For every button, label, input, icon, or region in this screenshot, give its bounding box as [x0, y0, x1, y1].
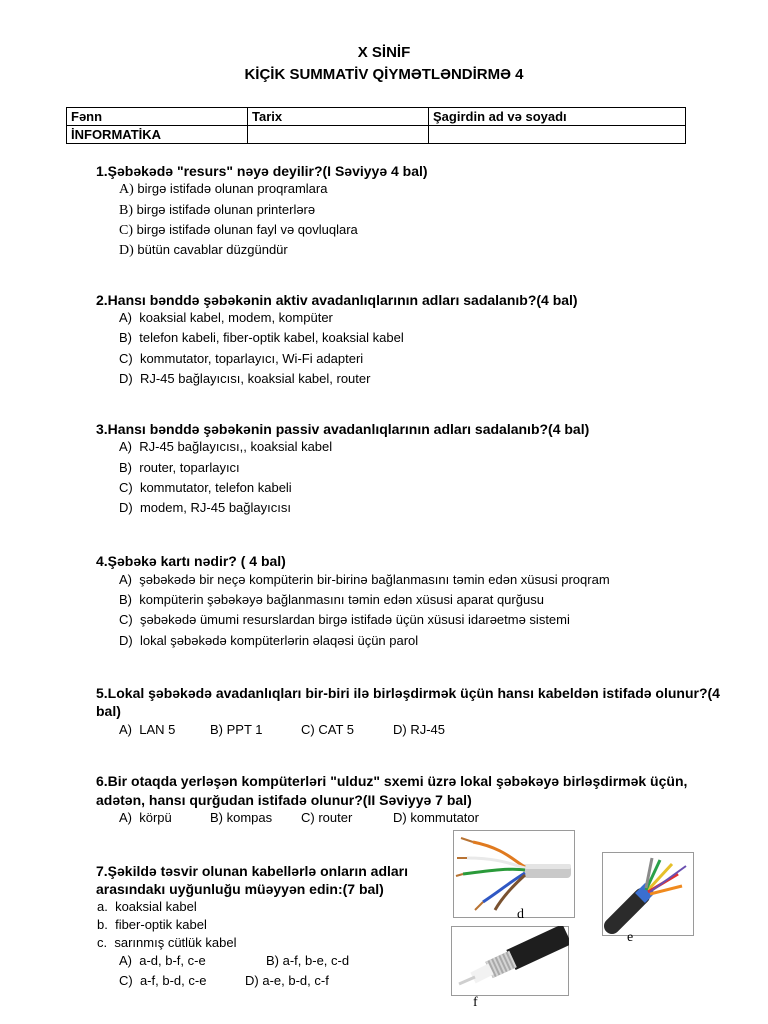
- q3-option-b[interactable]: B) router, toparlayıcı: [119, 460, 240, 475]
- q2-option-d[interactable]: D) RJ-45 bağlayıcısı, koaksial kabel, router: [119, 371, 371, 386]
- question-4: 4.Şəbəkə kartı nədir? ( 4 bal): [96, 553, 286, 569]
- fiber-optic-cable-image: [602, 852, 694, 936]
- q6-option-b[interactable]: B) kompas: [210, 810, 273, 825]
- q7-option-c[interactable]: C) a-f, b-d, c-e: [119, 973, 207, 988]
- q1-option-b[interactable]: B) birgə istifadə olunan printerlərə: [119, 202, 316, 218]
- question-5-line1: 5.Lokal şəbəkədə avadanlıqları bir-biri ilə birləşdirmək üçün hansı kabeldən istifadə olunur?(4: [96, 685, 720, 701]
- q4-option-a[interactable]: A) şəbəkədə bir neçə kompüterin bir-birinə bağlanmasını təmin edən xüsusi proqram: [119, 572, 610, 587]
- page-title-line2: KİÇİK SUMMATİV QİYMƏTLƏNDİRMƏ 4: [244, 66, 524, 83]
- q2-option-a[interactable]: A) koaksial kabel, modem, kompüter: [119, 310, 333, 325]
- question-7-line2: arasındakı uyğunluğu müəyyən edin:(7 bal): [96, 881, 384, 897]
- q4-option-d[interactable]: D) lokal şəbəkədə kompüterlərin əlaqəsi üçün parol: [119, 633, 419, 648]
- image-label-e: e: [627, 930, 634, 945]
- q7-item-a: a. koaksial kabel: [97, 899, 197, 914]
- info-table: [66, 107, 686, 144]
- subject-header: Fənn: [67, 108, 248, 126]
- q5-option-b[interactable]: B) PPT 1: [210, 722, 263, 737]
- q5-option-a[interactable]: A) LAN 5: [119, 722, 176, 737]
- q1-option-c[interactable]: C) birgə istifadə olunan fayl və qovluqlara: [119, 222, 358, 238]
- q7-option-b[interactable]: B) a-f, b-e, c-d: [266, 953, 350, 968]
- page-title-line1: X SİNİF: [357, 44, 411, 61]
- question-7-line1: 7.Şəkildə təsvir olunan kabellərlə onların adları: [96, 863, 409, 879]
- twisted-pair-cable-image: [453, 830, 575, 918]
- date-cell[interactable]: [248, 126, 429, 144]
- q1-option-d[interactable]: D) bütün cavablar düzgündür: [119, 242, 288, 258]
- student-name-cell[interactable]: [429, 126, 686, 144]
- q6-option-a[interactable]: A) körpü: [119, 810, 172, 825]
- image-label-f: f: [473, 995, 478, 1010]
- q1-option-a[interactable]: A) birgə istifadə olunan proqramlara: [119, 181, 328, 197]
- subject-value: İNFORMATİKA: [67, 126, 248, 144]
- date-header: Tarix: [248, 108, 429, 126]
- q4-option-c[interactable]: C) şəbəkədə ümumi resurslardan birgə istifadə üçün xüsusi idarəetmə sistemi: [119, 612, 570, 627]
- coaxial-cable-image: [451, 926, 569, 996]
- question-1: 1.Şəbəkədə "resurs" nəyə deyilir?(I Səviyyə 4 bal): [96, 163, 428, 179]
- question-6-line1: 6.Bir otaqda yerləşən kompüterləri "ulduz" sxemi üzrə lokal şəbəkəyə birləşdirmək üçün,: [96, 773, 688, 789]
- question-5-line2: bal): [96, 703, 121, 719]
- q4-option-b[interactable]: B) kompüterin şəbəkəyə bağlanmasını təmin edən xüsusi aparat qurğusu: [119, 592, 544, 607]
- q3-option-a[interactable]: A) RJ-45 bağlayıcısı,, koaksial kabel: [119, 439, 333, 454]
- q7-option-d[interactable]: D) a-e, b-d, c-f: [245, 973, 329, 988]
- q6-option-c[interactable]: C) router: [301, 810, 353, 825]
- q3-option-d[interactable]: D) modem, RJ-45 bağlayıcısı: [119, 500, 291, 515]
- q6-option-d[interactable]: D) kommutator: [393, 810, 479, 825]
- q7-item-c: c. sarınmış cütlük kabel: [97, 935, 237, 950]
- q5-option-c[interactable]: C) CAT 5: [301, 722, 354, 737]
- q7-option-a[interactable]: A) a-d, b-f, c-e: [119, 953, 206, 968]
- student-name-header: Şagirdin ad və soyadı: [429, 108, 686, 126]
- q2-option-c[interactable]: C) kommutator, toparlayıcı, Wi-Fi adapteri: [119, 351, 364, 366]
- q7-item-b: b. fiber-optik kabel: [97, 917, 207, 932]
- q2-option-b[interactable]: B) telefon kabeli, fiber-optik kabel, koaksial kabel: [119, 330, 404, 345]
- q5-option-d[interactable]: D) RJ-45: [393, 722, 446, 737]
- q3-option-c[interactable]: C) kommutator, telefon kabeli: [119, 480, 292, 495]
- question-2: 2.Hansı bənddə şəbəkənin aktiv avadanlıqlarının adları sadalanıb?(4 bal): [96, 292, 578, 308]
- question-6-line2: adətən, hansı qurğudan istifadə olunur?(II Səviyyə 7 bal): [96, 792, 472, 808]
- image-label-d: d: [517, 907, 524, 922]
- question-3: 3.Hansı bənddə şəbəkənin passiv avadanlıqlarının adları sadalanıb?(4 bal): [96, 421, 590, 437]
